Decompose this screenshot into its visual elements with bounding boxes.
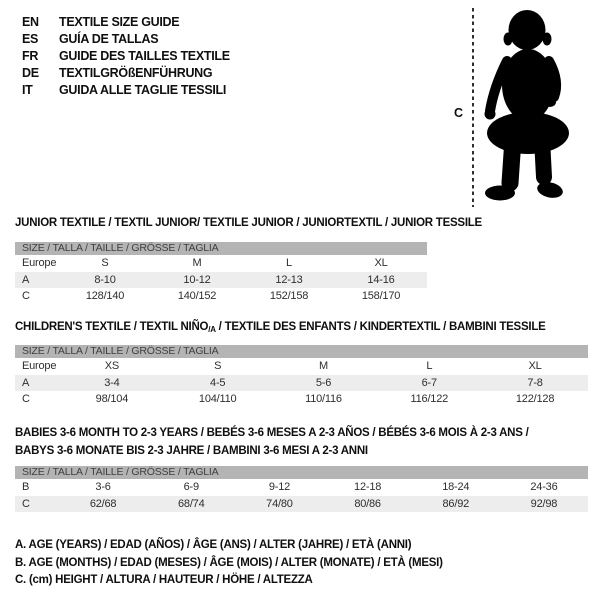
size-cell: 12-13 <box>275 273 303 286</box>
children-section-title <box>15 321 546 334</box>
row-label: Europe <box>22 257 57 270</box>
size-cell: 3-6 <box>95 481 111 494</box>
size-cell: S <box>101 257 109 270</box>
table-row-europe <box>15 358 588 375</box>
row-label: C <box>22 393 30 406</box>
size-cell: M <box>192 257 202 270</box>
language-row-de <box>22 64 230 81</box>
language-row-fr <box>22 47 230 64</box>
row-label: Europe <box>22 360 57 373</box>
row-label: C <box>22 497 30 510</box>
size-cell: 122/128 <box>515 393 555 406</box>
guide-title-en: TEXTILE SIZE GUIDE <box>59 14 180 29</box>
size-cell: 10-12 <box>183 273 211 286</box>
size-cell: XS <box>104 360 120 373</box>
guide-title-es: GUÍA DE TALLAS <box>59 31 159 46</box>
junior-section-title: JUNIOR TEXTILE / TEXTIL JUNIOR/ TEXTILE JUNIOR / JUNIORTEXTIL / JUNIOR TESSILE <box>15 217 482 229</box>
language-code: IT <box>22 82 33 97</box>
size-cell: 12-18 <box>354 481 382 494</box>
table-row-c <box>15 288 427 305</box>
size-cell: S <box>214 360 222 373</box>
children-title-suffix: / TEXTILE DES ENFANTS / KINDERTEXTIL / BAMBINI TESSILE <box>215 321 546 333</box>
babies-title-line2: BABYS 3-6 MONATE BIS 2-3 JAHRE / BAMBINI 3-6 MESI A 2-3 ANNI <box>15 444 368 457</box>
size-header-bar: SIZE / TALLA / TAILLE / GRÖSSE / TAGLIA <box>15 345 588 358</box>
baby-silhouette-icon <box>483 9 573 205</box>
legend-notes <box>15 537 443 590</box>
size-cell: 140/152 <box>177 290 217 303</box>
size-cell: XL <box>528 360 542 373</box>
size-cell: 18-24 <box>442 481 470 494</box>
children-table <box>15 345 588 408</box>
language-row-en <box>22 13 230 30</box>
guide-title-it: GUIDA ALLE TAGLIE TESSILI <box>59 82 227 97</box>
size-cell: 8-10 <box>94 273 116 286</box>
size-cell: XL <box>374 257 388 270</box>
table-row-a <box>15 375 588 392</box>
size-cell: 5-6 <box>315 376 332 389</box>
note-age-years: A. AGE (YEARS) / EDAD (AÑOS) / ÂGE (ANS) / ALTER (JAHRE) / ETÀ (ANNI) <box>15 539 412 551</box>
height-measure-label: C <box>454 106 464 120</box>
size-cell: 14-16 <box>367 273 395 286</box>
language-code: EN <box>22 14 39 29</box>
note-age-months: B. AGE (MONTHS) / EDAD (MESES) / ÂGE (MOIS) / ALTER (MONATE) / ETÀ (MESI) <box>15 556 443 569</box>
babies-title-line1: BABIES 3-6 MONTH TO 2-3 YEARS / BEBÉS 3-6 MESES A 2-3 AÑOS / BÉBÉS 3-6 MOIS À 2-3 ANS / <box>15 427 529 439</box>
size-cell: 152/158 <box>269 290 309 303</box>
language-code: FR <box>22 48 39 63</box>
language-code: ES <box>22 31 39 46</box>
size-cell: 158/170 <box>361 290 401 303</box>
size-cell: 24-36 <box>530 481 558 494</box>
size-cell: 6-7 <box>421 376 437 389</box>
language-title-list <box>22 13 230 98</box>
guide-title-de: TEXTILGRÖßENFÜHRUNG <box>59 65 213 80</box>
size-cell: 128/140 <box>85 290 125 303</box>
table-row-c <box>15 391 588 408</box>
size-cell: 110/116 <box>305 393 342 406</box>
height-measure-dashed-line <box>472 8 474 207</box>
row-label: A <box>22 376 30 389</box>
size-cell: 7-8 <box>527 376 543 389</box>
language-row-it <box>22 81 230 98</box>
children-title-prefix: CHILDREN'S TEXTILE / TEXTIL NIÑO <box>15 321 209 333</box>
language-row-es <box>22 30 230 47</box>
row-label: A <box>22 273 30 286</box>
size-cell: 92/98 <box>530 497 558 510</box>
table-row-europe <box>15 255 427 272</box>
note-height-cm: C. (cm) HEIGHT / ALTURA / HAUTEUR / HÖHE / ALTEZZA <box>15 574 313 586</box>
babies-section-title <box>15 425 529 460</box>
babies-table <box>15 466 588 512</box>
language-code: DE <box>22 65 39 80</box>
size-cell: 68/74 <box>177 497 205 510</box>
size-cell: 80/86 <box>354 497 381 510</box>
size-cell: 3-4 <box>104 376 120 389</box>
size-header-bar: SIZE / TALLA / TAILLE / GRÖSSE / TAGLIA <box>15 466 588 479</box>
size-cell: L <box>426 360 433 373</box>
table-row-c <box>15 496 588 513</box>
size-cell: L <box>286 257 292 270</box>
row-label: C <box>22 290 30 303</box>
junior-table <box>15 242 427 305</box>
size-cell: M <box>319 360 328 373</box>
guide-title-fr: GUIDE DES TAILLES TEXTILE <box>59 48 230 63</box>
children-title-subscript: /A <box>208 325 216 334</box>
size-cell: 4-5 <box>210 376 226 389</box>
size-cell: 74/80 <box>266 497 293 510</box>
size-cell: 86/92 <box>442 497 470 510</box>
table-row-a <box>15 272 427 289</box>
size-cell: 62/68 <box>89 497 117 510</box>
row-label: B <box>22 481 30 494</box>
size-cell: 98/104 <box>95 393 129 406</box>
size-cell: 6-9 <box>183 481 199 494</box>
table-row-b <box>15 479 588 496</box>
size-cell: 116/122 <box>410 393 449 406</box>
size-cell: 9-12 <box>268 481 291 494</box>
size-cell: 104/110 <box>198 393 237 406</box>
size-header-bar: SIZE / TALLA / TAILLE / GRÖSSE / TAGLIA <box>15 242 427 255</box>
